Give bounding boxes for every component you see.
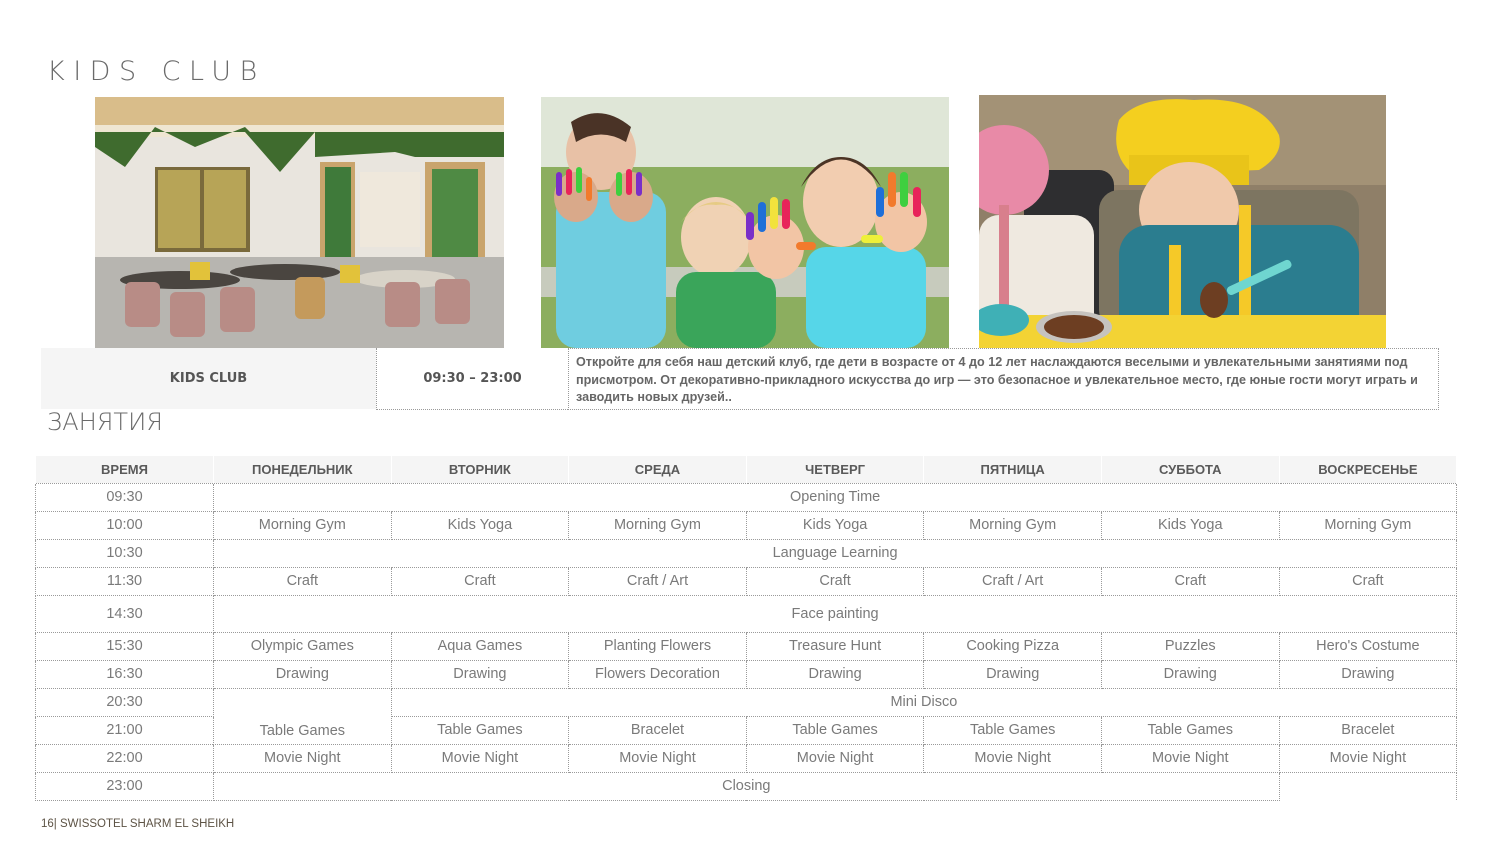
page-title: KIDS CLUB [47,56,266,87]
activities-schedule-table [35,456,1457,801]
time-cell: 15:30 [36,632,214,660]
time-cell: 23:00 [36,772,214,800]
activity-cell: Treasure Hunt [746,632,924,660]
time-cell: 14:30 [36,595,214,632]
time-cell: 11:30 [36,567,214,595]
activity-cell: Drawing [1279,660,1457,688]
activity-cell: Craft / Art [924,567,1102,595]
painted-hands-photo [541,97,949,348]
table-row [36,632,1457,660]
column-header-time: ВРЕМЯ [36,456,214,483]
activity-cell: Drawing [391,660,569,688]
section-title-activities: ЗАНЯТИЯ [47,408,163,436]
activity-cell: Morning Gym [924,511,1102,539]
activity-cell: Drawing [214,660,392,688]
club-description: Откройте для себя наш детский клуб, где дети в возрасте от 4 до 12 лет наслаждаются веселыми и увлекательными занятиями под присмотром. От декоративно-прикладного искусства до игр — это безопасное и увлекательное место, где юные гости могут играть и заводить новых друзей.. [568,348,1439,410]
time-cell: 10:00 [36,511,214,539]
activity-cell: Table Games [746,716,924,744]
activity-cell: Table Games [1101,716,1279,744]
activity-cell: Flowers Decoration [569,660,747,688]
activity-cell: Drawing [1101,660,1279,688]
activity-cell: Cooking Pizza [924,632,1102,660]
column-header-friday: ПЯТНИЦА [924,456,1102,483]
table-row [36,772,1457,800]
activity-cell: Movie Night [924,744,1102,772]
opening-hours: 09:30 – 23:00 [376,348,568,410]
table-row [36,511,1457,539]
club-name: KIDS CLUB [41,348,376,409]
kids-club-room-photo [95,97,504,348]
activity-cell: Puzzles [1101,632,1279,660]
activity-cell-all-days: Face painting [214,595,1457,632]
kids-club-info-row [41,348,1439,410]
column-header-saturday: СУББОТА [1101,456,1279,483]
page-number: 16 [41,818,54,830]
activity-cell: Table Games [924,716,1102,744]
column-header-wednesday: СРЕДА [569,456,747,483]
footer-hotel-name: SWISSOTEL SHARM EL SHEIKH [60,818,235,830]
activity-cell: Drawing [746,660,924,688]
activity-cell: Movie Night [391,744,569,772]
activity-cell-all-days: Opening Time [214,483,1457,511]
activity-cell: Kids Yoga [1101,511,1279,539]
activity-cell: Movie Night [746,744,924,772]
activity-cell: Movie Night [214,744,392,772]
activity-cell: Kids Yoga [391,511,569,539]
activity-cell-monday-merged: Table Games [214,688,392,744]
activity-cell: Aqua Games [391,632,569,660]
activity-cell: Movie Night [1101,744,1279,772]
table-row [36,595,1457,632]
column-header-thursday: ЧЕТВЕРГ [746,456,924,483]
activity-cell-sunday-empty [1279,772,1457,800]
cooking-kid-photo [979,95,1386,348]
table-row [36,688,1457,716]
activity-cell: Bracelet [1279,716,1457,744]
activity-cell: Craft [214,567,392,595]
column-header-sunday: ВОСКРЕСЕНЬЕ [1279,456,1457,483]
time-cell: 16:30 [36,660,214,688]
activity-cell: Morning Gym [214,511,392,539]
table-row [36,567,1457,595]
activity-cell-tue-to-sun: Mini Disco [391,688,1457,716]
activity-cell: Craft / Art [569,567,747,595]
time-cell: 10:30 [36,539,214,567]
table-row [36,660,1457,688]
time-cell: 20:30 [36,688,214,716]
page-footer [41,818,234,830]
table-header-row [36,456,1457,483]
activity-cell: Movie Night [569,744,747,772]
column-header-monday: ПОНЕДЕЛЬНИК [214,456,392,483]
footer-separator: | [53,818,57,830]
table-row [36,483,1457,511]
activity-cell: Morning Gym [1279,511,1457,539]
column-header-tuesday: ВТОРНИК [391,456,569,483]
activity-cell: Bracelet [569,716,747,744]
table-row [36,744,1457,772]
activity-cell: Craft [746,567,924,595]
activity-cell: Craft [1101,567,1279,595]
activity-cell: Planting Flowers [569,632,747,660]
activity-cell: Kids Yoga [746,511,924,539]
activity-cell: Morning Gym [569,511,747,539]
activity-cell: Drawing [924,660,1102,688]
table-row [36,539,1457,567]
time-cell: 22:00 [36,744,214,772]
time-cell: 21:00 [36,716,214,744]
activity-cell-mon-to-sat: Closing [214,772,1280,800]
activity-cell: Table Games [391,716,569,744]
time-cell: 09:30 [36,483,214,511]
activity-cell: Olympic Games [214,632,392,660]
activity-cell: Movie Night [1279,744,1457,772]
activity-cell: Craft [1279,567,1457,595]
activity-cell-all-days: Language Learning [214,539,1457,567]
activity-cell: Hero's Costume [1279,632,1457,660]
activity-cell: Craft [391,567,569,595]
